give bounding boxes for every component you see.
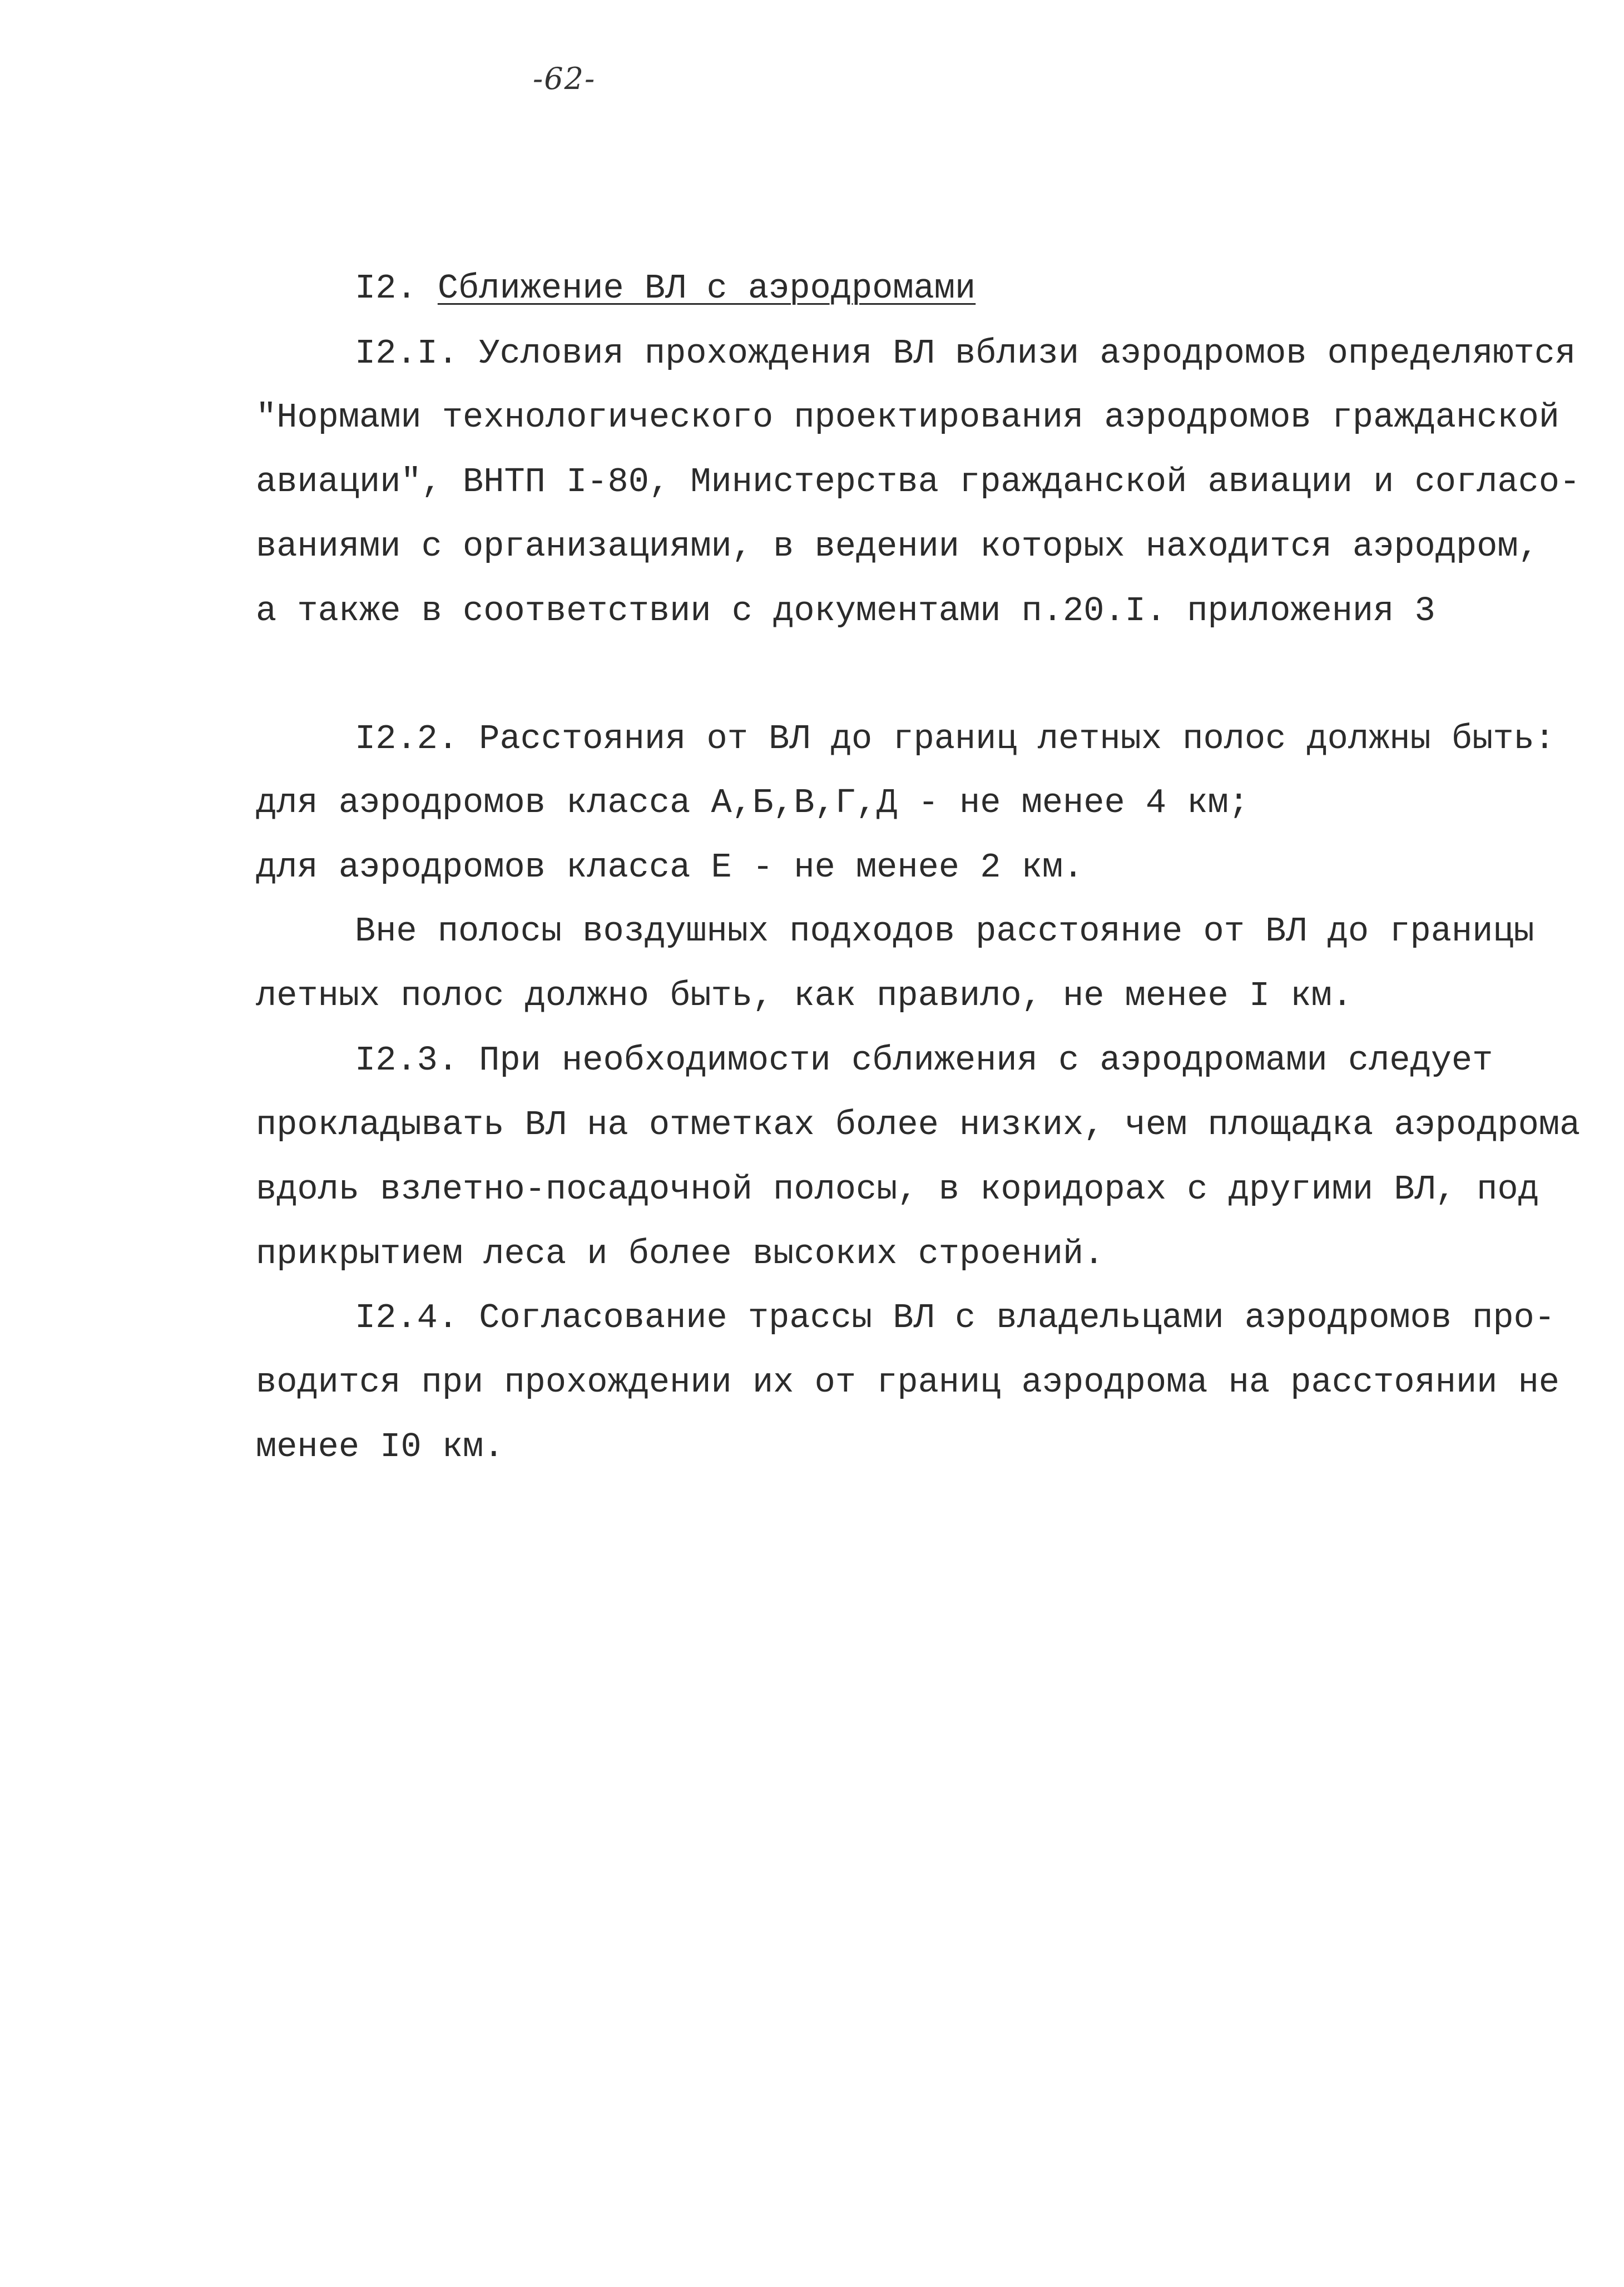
page-number: -62- — [533, 61, 596, 96]
paragraph-line: I2.4. Согласование трассы ВЛ с владельцами аэродромов про- — [355, 1298, 1555, 1338]
paragraph-line: ваниями с организациями, в ведении которых находится аэродром, — [256, 527, 1539, 566]
paragraph-line: I2.3. При необходимости сближения с аэродромами следует — [355, 1041, 1493, 1080]
paragraph-line: прикрытием леса и более высоких строений. — [256, 1234, 1105, 1274]
section-heading — [355, 271, 976, 306]
paragraph-line: водится при прохождении их от границ аэродрома на расстоянии не — [256, 1363, 1559, 1402]
paragraph-line: авиации", ВНТП I-80, Министерства гражданской авиации и согласо- — [256, 462, 1581, 502]
section-number: I2. — [355, 269, 417, 308]
section-title: Сближение ВЛ с аэродромами — [437, 269, 976, 308]
paragraph-line: для аэродромов класса А,Б,В,Г,Д - не менее 4 км; — [256, 783, 1249, 823]
paragraph-line: Вне полосы воздушных подходов расстояние от ВЛ до границы — [355, 912, 1534, 951]
paragraph-line: менее I0 км. — [256, 1427, 504, 1467]
paragraph-line: "Нормами технологического проектирования аэродромов гражданской — [256, 398, 1559, 437]
paragraph-line: вдоль взлетно-посадочной полосы, в коридорах с другими ВЛ, под — [256, 1170, 1539, 1209]
paragraph-line: прокладывать ВЛ на отметках более низких, чем площадка аэродрома — [256, 1105, 1581, 1145]
paragraph-line: I2.I. Условия прохождения ВЛ вблизи аэродромов определяются — [355, 334, 1576, 373]
paragraph-line: а также в соответствии с документами п.20.I. приложения 3 — [256, 591, 1435, 631]
paragraph-line: для аэродромов класса Е - не менее 2 км. — [256, 848, 1084, 887]
paragraph-line: I2.2. Расстояния от ВЛ до границ летных полос должны быть: — [355, 719, 1555, 759]
paragraph-line: летных полос должно быть, как правило, не менее I км. — [256, 976, 1353, 1016]
